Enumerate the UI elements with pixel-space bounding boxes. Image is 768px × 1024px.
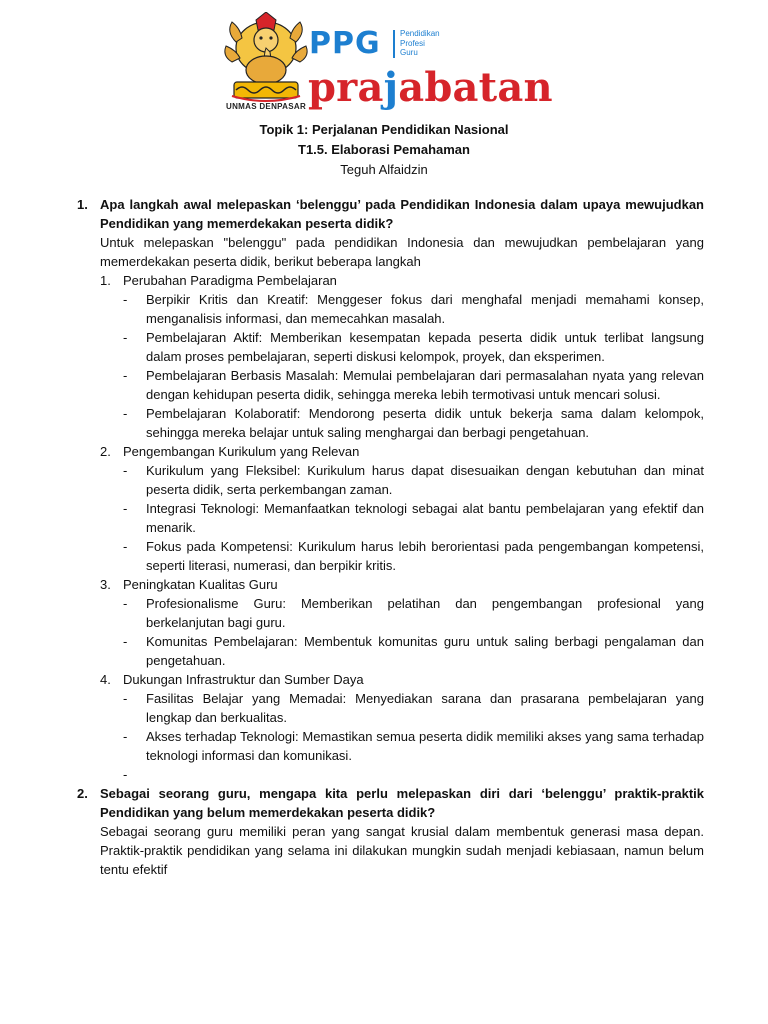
bullet-text: Berpikir Kritis dan Kreatif: Menggeser fokus dari menghafal menjadi memahami konsep, menganalisis informasi, dan memecahkan masalah. bbox=[146, 292, 704, 326]
ganesha-emblem-icon bbox=[222, 12, 310, 112]
bullet-text: Komunitas Pembelajaran: Membentuk komunitas guru untuk saling berbagi pengalaman dan pengetahuan. bbox=[146, 634, 704, 668]
list-item bbox=[0, 670, 768, 689]
dash-marker: - bbox=[123, 463, 128, 478]
ppg-wordmark: PPG bbox=[309, 26, 381, 61]
list-item-number: 4. bbox=[100, 672, 111, 687]
bullet-item bbox=[0, 461, 768, 499]
logo-divider bbox=[393, 30, 395, 58]
bullet-item bbox=[0, 537, 768, 575]
bullet-item bbox=[0, 632, 768, 670]
question-number: 1. bbox=[77, 197, 88, 212]
empty-bullet bbox=[0, 765, 768, 784]
document-body bbox=[0, 195, 768, 879]
title-block bbox=[0, 120, 768, 180]
dash-marker: - bbox=[123, 501, 128, 516]
question-text: Sebagai seorang guru, mengapa kita perlu melepaskan diri dari ‘belenggu’ praktik-praktik Pendidikan yang belum memerdekakan peserta didik? bbox=[100, 786, 704, 820]
ppg-sub-line: Pendidikan bbox=[400, 29, 440, 38]
university-label: UNMAS DENPASAR bbox=[226, 102, 307, 111]
bullet-item bbox=[0, 404, 768, 442]
dash-marker: - bbox=[123, 729, 128, 744]
dash-marker: - bbox=[123, 292, 128, 307]
bullet-item bbox=[0, 727, 768, 765]
list-item bbox=[0, 271, 768, 290]
question-number: 2. bbox=[77, 786, 88, 801]
ppg-sub-line: Profesi bbox=[400, 38, 425, 48]
list-item bbox=[0, 442, 768, 461]
praja-part-accent: j bbox=[383, 64, 399, 111]
bullet-text: Profesionalisme Guru: Memberikan pelatihan dan pengembangan profesional yang berkelanjutan bagi guru. bbox=[146, 596, 704, 630]
ppg-sub-line: Guru bbox=[400, 48, 418, 57]
list-item-number: 1. bbox=[100, 273, 111, 288]
bullet-item bbox=[0, 499, 768, 537]
answer-intro: Untuk melepaskan "belenggu" pada pendidikan Indonesia dan mewujudkan pembelajaran yang memerdekakan peserta didik, berikut beberapa langkah bbox=[100, 235, 704, 269]
bullet-text: Kurikulum yang Fleksibel: Kurikulum harus dapat disesuaikan dengan kebutuhan dan minat peserta didik, serta perkembangan zaman. bbox=[146, 463, 704, 497]
dash-marker: - bbox=[123, 330, 128, 345]
list-item-label: Pengembangan Kurikulum yang Relevan bbox=[123, 444, 360, 459]
dash-marker: - bbox=[123, 767, 128, 782]
bullet-text: Fokus pada Kompetensi: Kurikulum harus lebih berorientasi pada pengembangan kompetensi, seperti literasi, numerasi, dan berpikir kritis. bbox=[146, 539, 704, 573]
bullet-text: Pembelajaran Berbasis Masalah: Memulai pembelajaran dari permasalahan nyata yang relevan dengan kehidupan peserta didik, sehingga mereka lebih termotivasi untuk mencari solusi. bbox=[146, 368, 704, 402]
list-item-label: Perubahan Paradigma Pembelajaran bbox=[123, 273, 337, 288]
bullet-text: Pembelajaran Aktif: Memberikan kesempatan kepada peserta didik untuk terlibat langsung dalam proses pembelajaran, seperti diskusi kelompok, proyek, dan eksperimen. bbox=[146, 330, 704, 364]
bullet-text: Akses terhadap Teknologi: Memastikan semua peserta didik memiliki akses yang sama terhadap teknologi informasi dan komunikasi. bbox=[146, 729, 704, 763]
dash-marker: - bbox=[123, 406, 128, 421]
subtopic-title: T1.5. Elaborasi Pemahaman bbox=[298, 142, 470, 157]
bullet-item bbox=[0, 366, 768, 404]
dash-marker: - bbox=[123, 634, 128, 649]
list-item-number: 2. bbox=[100, 444, 111, 459]
bullet-text: Pembelajaran Kolaboratif: Mendorong peserta didik untuk bekerja sama dalam kelompok, sehingga mereka belajar untuk saling menghargai dan berbagi pengetahuan. bbox=[146, 406, 704, 440]
list-item-number: 3. bbox=[100, 577, 111, 592]
topic-title: Topik 1: Perjalanan Pendidikan Nasional bbox=[259, 122, 509, 137]
bullet-text: Fasilitas Belajar yang Memadai: Menyediakan sarana dan prasarana pembelajaran yang lengkap dan berkualitas. bbox=[146, 691, 704, 725]
dash-marker: - bbox=[123, 691, 128, 706]
dash-marker: - bbox=[123, 368, 128, 383]
list-item-label: Peningkatan Kualitas Guru bbox=[123, 577, 278, 592]
author-name: Teguh Alfaidzin bbox=[340, 162, 428, 177]
list-item bbox=[0, 575, 768, 594]
dash-marker: - bbox=[123, 539, 128, 554]
answer-paragraph: Sebagai seorang guru memiliki peran yang sangat krusial dalam membentuk generasi masa depan. Praktik-praktik pendidikan yang selama ini dilakukan mungkin sudah menjadi kebiasaan, namun belum tentu efektif bbox=[100, 824, 704, 877]
question-text: Apa langkah awal melepaskan ‘belenggu’ pada Pendidikan Indonesia dalam upaya mewujudkan Pendidikan yang memerdekakan peserta didik? bbox=[100, 197, 704, 231]
list-item-label: Dukungan Infrastruktur dan Sumber Daya bbox=[123, 672, 364, 687]
question-2 bbox=[0, 784, 768, 822]
prajabatan-wordmark bbox=[308, 66, 553, 110]
praja-part: pra bbox=[308, 64, 384, 111]
bullet-item bbox=[0, 290, 768, 328]
ppg-logo bbox=[222, 12, 553, 112]
bullet-item bbox=[0, 689, 768, 727]
dash-marker: - bbox=[123, 596, 128, 611]
question-1 bbox=[0, 195, 768, 233]
bullet-text: Integrasi Teknologi: Memanfaatkan teknologi sebagai alat bantu pembelajaran yang efektif dan menarik. bbox=[146, 501, 704, 535]
bullet-item bbox=[0, 328, 768, 366]
bullet-item bbox=[0, 594, 768, 632]
ppg-subtitle bbox=[400, 29, 440, 58]
praja-part: abatan bbox=[398, 64, 553, 111]
